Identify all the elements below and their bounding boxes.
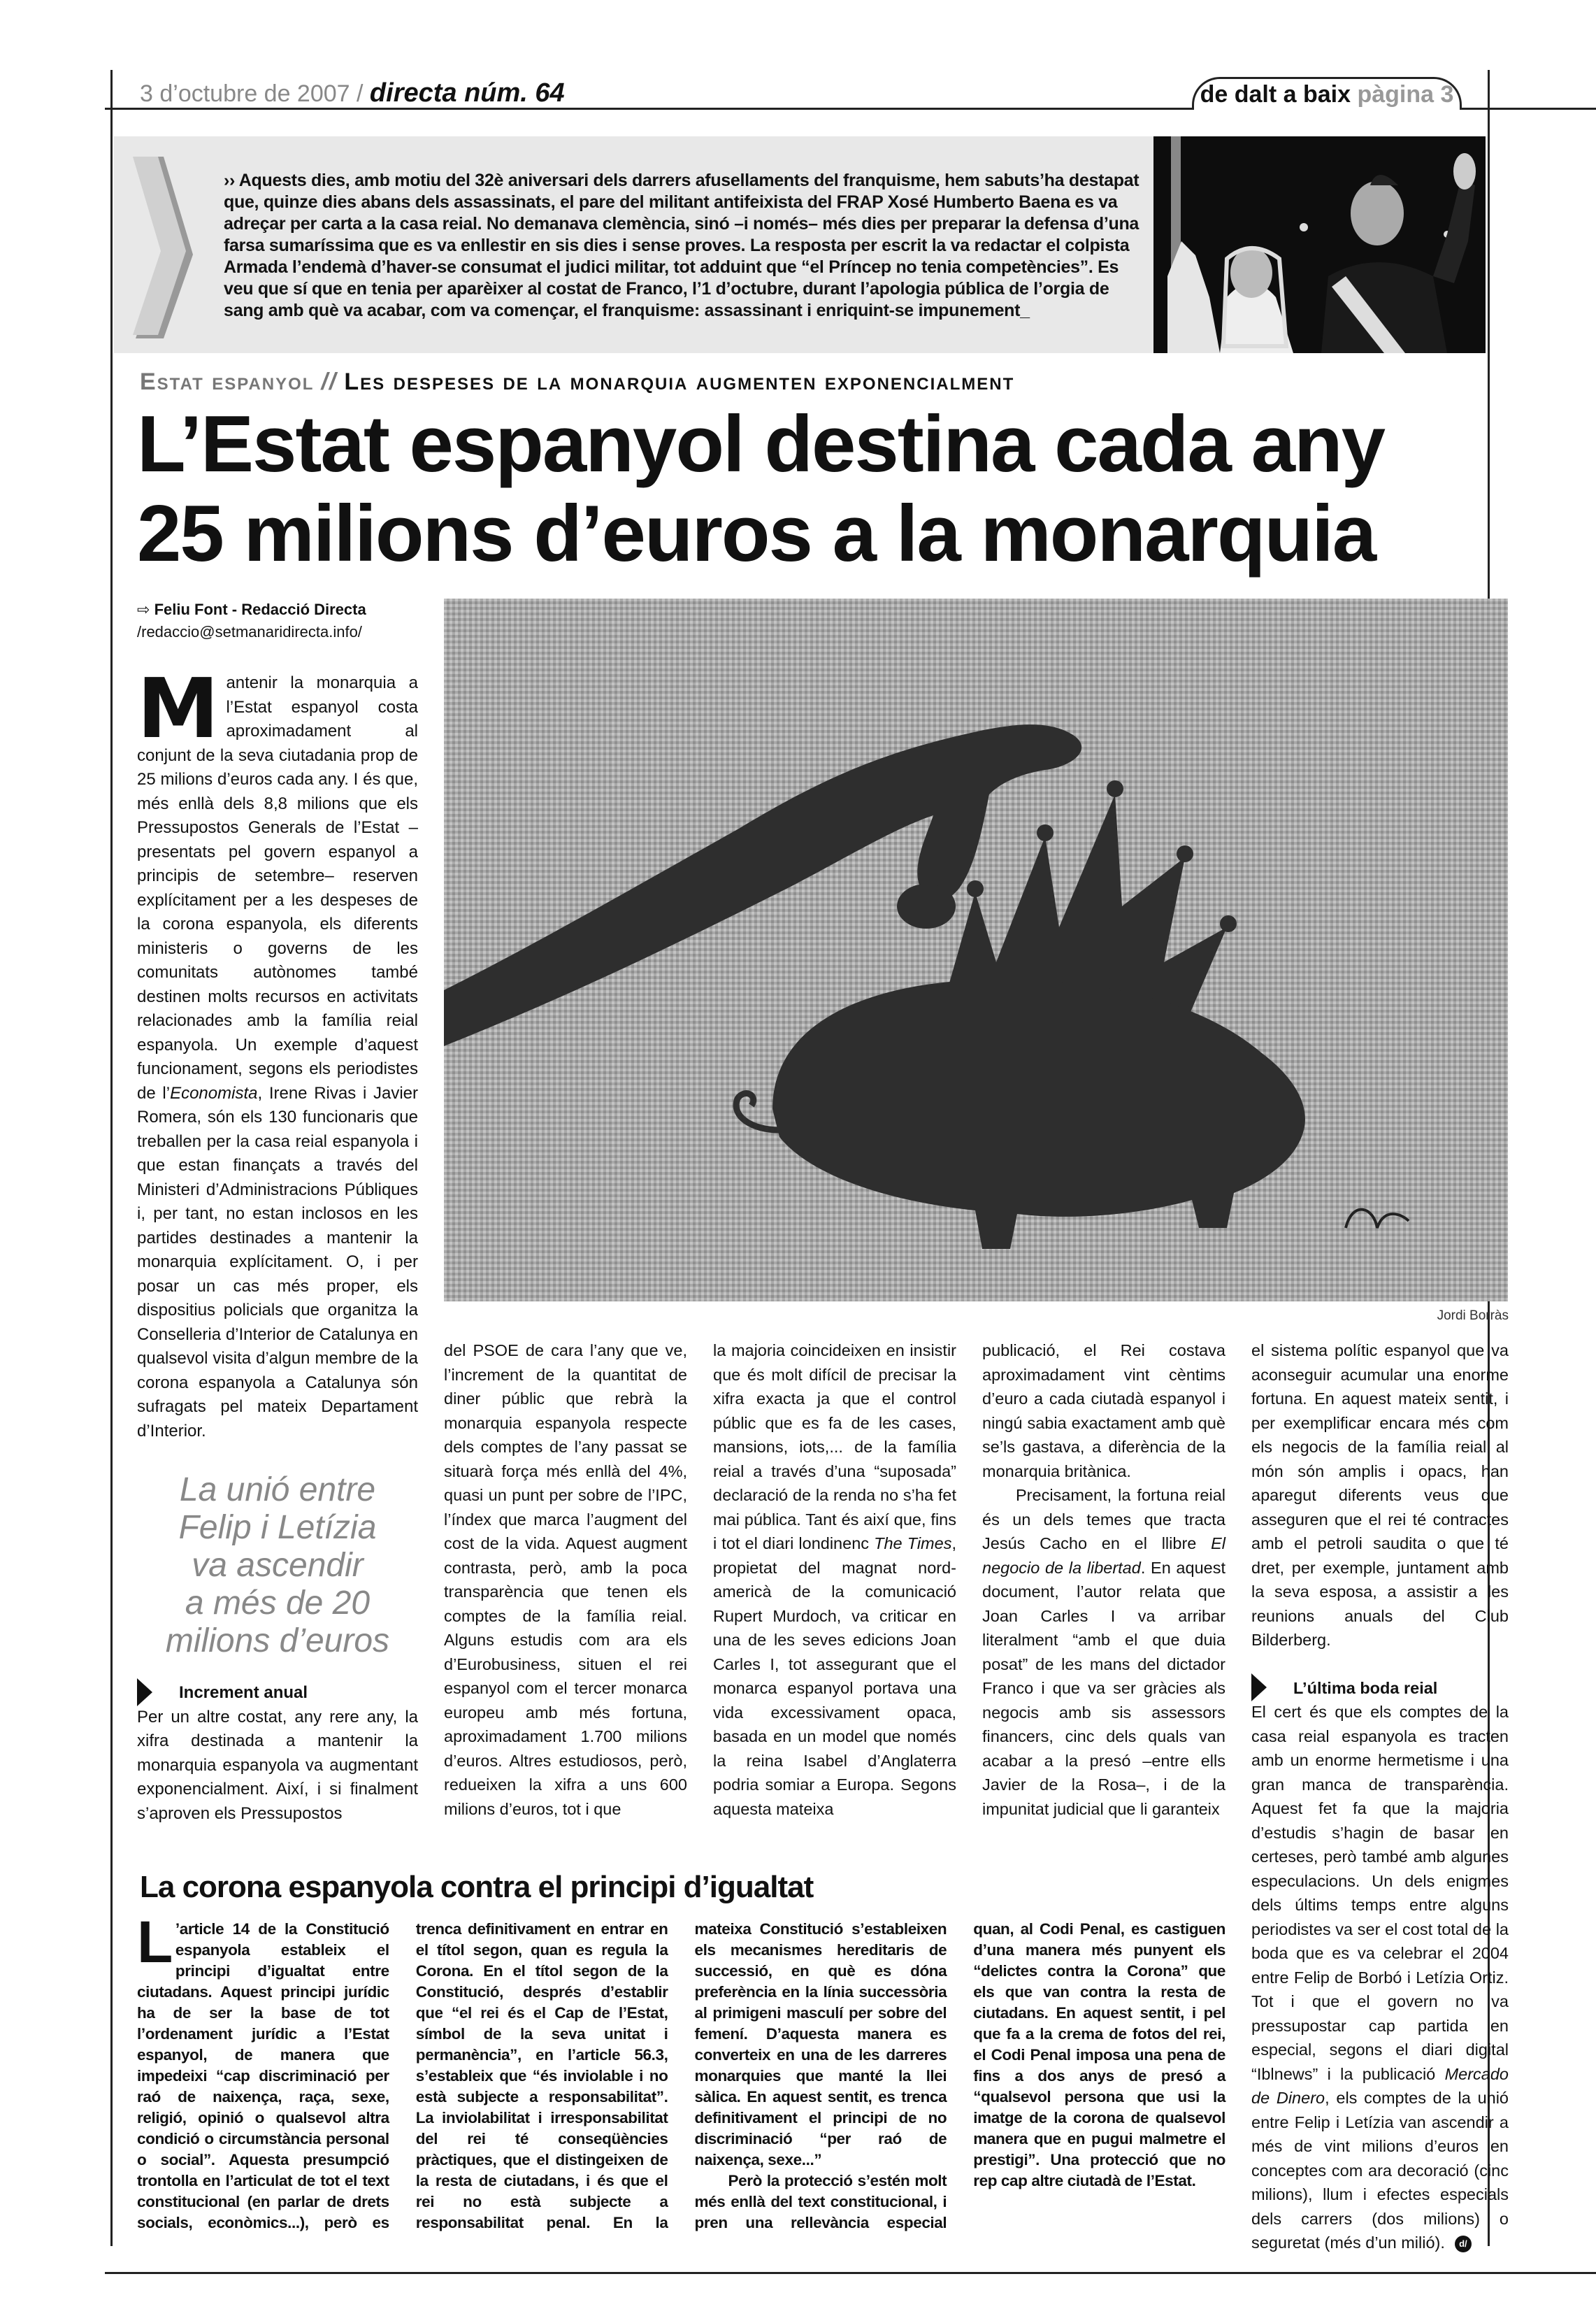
sidebar-box-title: La corona espanyola contra el principi d’igualtat: [140, 1870, 814, 1905]
pull-quote-line: milions d’euros: [165, 1622, 390, 1659]
paragraph-text: . En aquest document, l’autor relata que Joan Carles I va arribar literalment “amb el que duia posat” de les mans del dictador Franco i que va ser gràcies als negocis amb sis assessors financers, cinc dels quals van acabar a la presó –entre ells Javier de la Rosa–, i de la impunitat judicial que li garanteix: [982, 1558, 1225, 1818]
subheading-text: Increment anual: [179, 1683, 308, 1702]
pull-quote-line: va ascendir: [192, 1547, 364, 1584]
article-section-increment: [137, 1681, 418, 1826]
piggy-bank-crown-illustration: [444, 599, 1508, 1301]
illustration-cell: [444, 599, 1509, 1338]
paragraph-text: Precisament, la fortuna reial és un dels temes que tracta Jesús Cacho en el llibre: [982, 1486, 1225, 1552]
summary-text: ›› Aquests dies, amb motiu del 32è aniversari dels darrers afusellaments del franquisme, hem sabuts’ha destapat que, quinze dies abans dels assassinats, el pare del militant antifeixista del FRAP Xosé Humberto Baena es va adreçar per carta a la casa reial. No demanava clemència, sinó –i només– més dies per preparar la defensa d’una farsa sumaríssima que es va enllestir en sis dies i sense proves. La resposta per escrit la va redactar el colpista Armada l’endemà d’haver-se consumat el judici militar, tot adduint que “el Príncep no tenia competències”. Es veu que sí que en tenia per aparèixer al costat de Franco, l’1 d’octubre, durant l’apologia pública de l’orgia de sang amb què va acabar, com va començar, el franquisme: assassinant i enriquint-se impunement_: [224, 171, 1140, 320]
byline: [137, 599, 418, 643]
photo-credit: Jordi Borràs: [1437, 1308, 1509, 1323]
publication-name: Mercado de Dinero: [1251, 2064, 1509, 2107]
triangle-bullet-icon: [1251, 1673, 1267, 1701]
article-kicker: [140, 369, 1596, 396]
footer-rule: [105, 2272, 1596, 2274]
article-column-5: [1251, 1338, 1509, 2255]
drop-cap: M: [137, 660, 220, 757]
article-column-2: [444, 1338, 687, 1842]
pull-quote-line: Felip i Letízia: [178, 1509, 377, 1546]
paragraph-text: , propietat del magnat nord-americà de la comunicació Rupert Murdoch, va criticar en una de les seves edicions Joan Carles I, tot assegurant que el monarca espanyol portava una vida excessivament opaca, basada en un model que només la reina Isabel d’Anglaterra podria somiar a Europa. Segons aquesta mateixa: [713, 1534, 956, 1818]
page-header: [0, 0, 1596, 110]
pull-quote-line: a més de 20: [185, 1585, 371, 1622]
author-email[interactable]: /redaccio@setmanaridirecta.info/: [137, 623, 362, 641]
subheading: [1251, 1676, 1509, 1701]
paragraph-text: publicació, el Rei costava aproximadament vint cèntims d’euro a cada ciutadà espanyol i ningú sabia exactament amb què se’ls gastava, a diferència de la monarquia britànica.: [982, 1341, 1225, 1480]
pull-quote-line: La unió entre: [179, 1471, 376, 1508]
drop-cap: L: [137, 1909, 173, 1975]
paragraph-text: del PSOE de cara l’any que ve, l’increment de la quantitat de diner públic que rebrà la monarquia espanyola respecte dels comptes de l’any passat se situarà força més enllà del 4%, quasi un punt per sobre de l’IPC, l’índex que marca l’augment del cost de la vida. Aquest augment contrasta, però, amb la poca transparència que tenen els comptes de la família reial. Alguns estudis com ara els d’Eurobusiness, situen el rei espanyol com el tercer monarca europeu amb més fortuna, aproximadament 1.700 milions d’euros. Altres estudiosos, però, redueixen la xifra a uns 600 milions d’euros, tot i que: [444, 1341, 687, 1818]
issue-number: directa núm. 64: [369, 78, 565, 108]
article-column-1: [137, 660, 418, 1443]
kicker-section: Estat espanyol: [140, 369, 315, 395]
article-column-3: [713, 1338, 956, 1842]
triangle-bullet-icon: [137, 1678, 152, 1706]
article-column-4: [982, 1338, 1225, 1842]
subheading: [137, 1681, 418, 1706]
summary-box: [114, 136, 1153, 353]
subheading-text: L’última boda reial: [1293, 1678, 1438, 1697]
paragraph-text: la majoria coincideixen en insistir que és molt difícil de precisar la xifra exacta ja que el control públic que es fa de les cases, mansions, iots,... de la família reial a través d’una “suposada” declaració de la renda no s’ha fet mai pública. Tant és així que, fins i tot el diari londinenc: [713, 1341, 956, 1552]
chevron-arrow-icon: [133, 157, 196, 338]
kicker-topic: Les despeses de la monarquia augmenten exponencialment: [344, 369, 1015, 395]
page-number: pàgina 3: [1357, 81, 1454, 108]
paragraph-text: Per un altre costat, any rere any, la xifra destinada a mantenir la monarquia espanyola va augmentant exponencialment. Així, i si finalment s’aproven els Pressupostos: [137, 1707, 418, 1823]
pull-quote: [137, 1471, 418, 1660]
sidebar-box-body: [137, 1909, 1225, 2233]
kicker-separator: //: [321, 369, 338, 395]
article-headline: [137, 400, 1596, 579]
headline-line-1: L’Estat espanyol destina cada any: [137, 400, 1385, 489]
paragraph-text: El cert és que els comptes de la casa reial espanyola es tracten amb un enorme hermetisme i una gran manca de transparència. Aquest fet fa que la majoria d’estudis s’hagin de basar en certeses, però també amb algunes especulacions. Un dels enigmes dels últims temps entre alguns periodistes va ser el cost total de la boda que es va celebrar el 2004 entre Felip de Borbó i Letízia Ortiz. Tot i que el govern no va pressupostar cap partida en especial, segons el diari digital “Iblnews” i la publicació: [1251, 1703, 1509, 2083]
paragraph-text: Però la protecció s’estén molt més enllà del text constitucional, i pren una rellevància especial quan, al Codi Penal, es castiguen d’una manera més punyent els “delictes contra la Corona” que els que van contra la resta de ciutadans. En aquest sentit, i pel que fa a la crema de fotos del rei, el Codi Penal imposa una pena de fins a dos anys de presó a “qualsevol persona que usi la imatge de la corona de qualsevol manera que en pugui malmetre el prestigi”. Una protecció que no rep cap altre ciutadà de l’Estat.: [694, 1920, 1225, 2232]
page-header-left: [140, 78, 565, 108]
paragraph-text: antenir la monarquia a l’Estat espanyol costa aproximadament al conjunt de la seva ciutadania prop de 25 milions d’euros cada any. I és que, més enllà dels 8,8 milions que els Pressupostos Generals de l’Estat –presentats pel govern espanyol a principis de setembre– reserven explícitament per a les despeses de la corona espanyola, els diferents ministeris o governs de les comunitats autònomes també destinen molts recursos en activitats relacionades amb la família reial espanyola. Un exemple d’aquest funcionament, segons els periodistes de l’: [137, 673, 418, 1103]
wedding-photo-image: [1153, 136, 1486, 353]
issue-date: 3 d’octubre de 2007 /: [140, 80, 364, 107]
article-left-column: [137, 599, 418, 1842]
hand-pointer-icon: ⇨: [137, 601, 150, 618]
author-name: Feliu Font - Redacció Directa: [154, 601, 366, 618]
book-title: El negocio de la libertad: [982, 1534, 1225, 1577]
paragraph-text: ’article 14 de la Constitució espanyola estableix el principi d’igualtat entre ciutadans. Aquest principi jurídic ha de ser la base de tot l’ordenament jurídic a l’Estat espanyol, de manera que impedeixi “cap discriminació per raó de naixença, raça, sexe, religió, opinió o qualsevol altra condició o circumstància personal o social”. Aquesta presumpció trontolla en l’articulat de tot el text constitucional (en parlar de drets socials, econòmics...), però es trenca definitivament en entrar en el títol segon, quan es regula la Corona. En el títol segon de la Constitució, després d’establir que “el rei és el Cap de l’Estat, símbol de la seva unitat i permanència”, en l’article 56.3, s’estableix que “és inviolable i no està subjecte a responsabilitat”. La inviolabilitat i irresponsabilitat del rei té conseqüències pràctiques, que el distingeixen de la resta de ciutadans, i és que el rei no està subjecte a responsabilitat penal. En la mateixa Constitució s’estableixen els mecanismes hereditaris de successió, en què es dóna preferència en la línia successòria al primigeni masculí per sobre del femení. D’aquesta manera es converteix en una de les darreres monarquies que manté la llei sàlica. En aquest sentit, es trenca definitivament el principi de no discriminació “per raó de naixença, sexe...”: [137, 1920, 947, 2232]
end-of-article-logo-icon: d/: [1455, 2236, 1472, 2252]
sidebar-box: [137, 1842, 1225, 2254]
publication-name: Economista: [170, 1083, 258, 1103]
paragraph-text: , Irene Rivas i Javier Romera, són els 130 funcionaris que treballen per la casa reial espanyola i que estan finançats a través del Ministeri d’Administracions Públiques i, per tant, no estan inclosos en les partides destinades a mantenir la monarquia explícitament. O, i per posar un cas més proper, els dispositius policials que organitza la Conselleria d’Interior de Catalunya en qualsevol visita d’algun membre de la corona espanyola a Catalunya són sufragats pel mateix Departament d’Interior.: [137, 1083, 418, 1441]
headline-line-2: 25 milions d’euros a la monarquia: [137, 489, 1376, 578]
publication-name: The Times: [874, 1534, 952, 1552]
top-section: [114, 136, 1486, 353]
article-grid: [137, 599, 1509, 2255]
paragraph-text: el sistema polític espanyol que va aconseguir acumular una enorme fortuna. En aquest mateix sentit, i per exemplificar encara més com els negocis de la família reial al món són amplis i opacs, han aparegut diferents veus que asseguren que el rei té contractes amb el petroli saudita o que té dret, per exemple, juntament amb la seva esposa, a assistir a les reunions anuals del Club Bilderberg.: [1251, 1341, 1509, 1649]
royal-wedding-photo: [1153, 136, 1486, 353]
coin: [897, 884, 956, 929]
paragraph-text: , els comptes de la unió entre Felip i Letízia van ascendir a més de vint milions d’euros en conceptes com ara decoració (cinc milions), llum i efectes especials dels carrers (dos milions) o seguretat (més d’un milió).: [1251, 2089, 1509, 2252]
section-tab: [1192, 77, 1462, 110]
section-name: de dalt a baix: [1200, 81, 1351, 108]
